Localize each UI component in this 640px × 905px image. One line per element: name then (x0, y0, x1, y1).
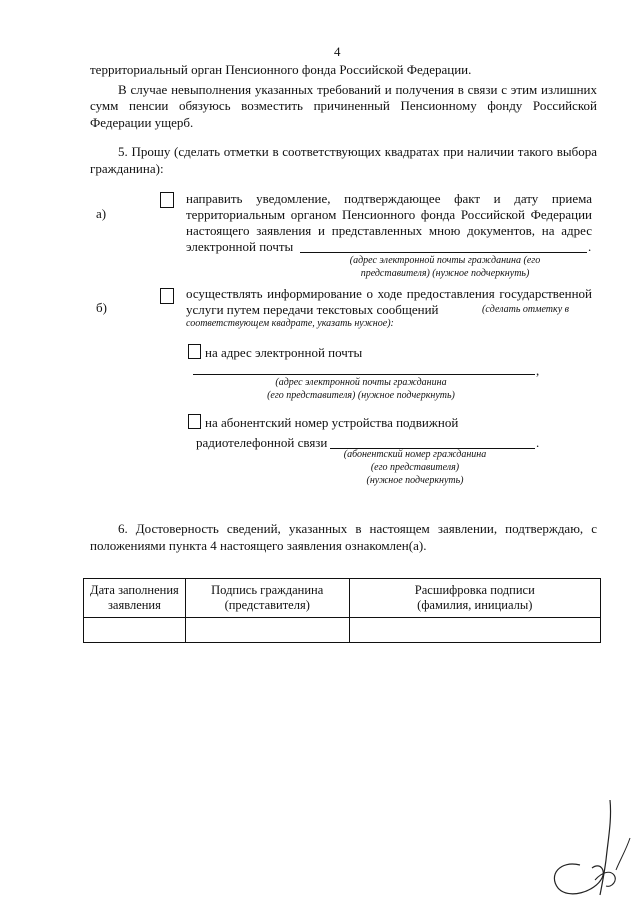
option-a-note-1: (адрес электронной почты гражданина (его (349, 255, 541, 266)
cell-fill-date[interactable] (84, 618, 186, 643)
option-a-note-2: представителя) (нужное подчеркнуть) (360, 268, 530, 279)
option-a-checkbox[interactable] (160, 192, 174, 208)
signature-table-row (84, 618, 601, 643)
option-b-phone-checkbox[interactable] (188, 414, 201, 429)
option-b-email-field[interactable] (193, 360, 535, 375)
option-b-phone-label-1: на абонентский номер устройства подвижной (205, 415, 459, 430)
option-a-line-1: направить уведомление, подтверждающее факт и дату приема (186, 191, 592, 206)
header-decoding-line-1: Расшифровка подписи (414, 583, 535, 597)
option-b-email-label: на адрес электронной почты (205, 345, 363, 360)
option-b-line-3-note: соответствующем квадрате, указать нужное): (186, 318, 394, 329)
liability-line-2: сумм пенсии обязуюсь возместить причиненный Пенсионному фонду Российской (90, 98, 597, 113)
option-b-phone-note-1: (абонентский номер гражданина (343, 449, 487, 460)
cell-signature[interactable] (185, 618, 349, 643)
option-a-email-label: электронной почты (186, 239, 294, 254)
section6-line-1: 6. Достоверность сведений, указанных в настоящем заявлении, подтверждаю, с (118, 521, 597, 536)
section5-line-2: гражданина): (90, 161, 164, 176)
option-b-line-2-text: услуги путем передачи текстовых сообщений (186, 302, 439, 317)
header-signature-line-1: Подпись гражданина (211, 583, 324, 597)
handwritten-signature-mark (540, 780, 640, 905)
option-b-line-2-note: (сделать отметку в (482, 304, 569, 315)
option-a-email-end: . (588, 239, 592, 254)
option-a-email-field[interactable] (300, 237, 587, 253)
section6-line-2: положениями пункта 4 настоящего заявления ознакомлен(а). (90, 538, 427, 553)
continuation-text: территориальный орган Пенсионного фонда Российской Федерации. (90, 62, 472, 77)
option-a-line-3: настоящего заявления и представленных мною документов, на адрес (186, 223, 592, 238)
cell-signature-decoding[interactable] (349, 618, 600, 643)
section5-line-1: 5. Прошу (сделать отметки в соответствующих квадратах при наличии такого выбора (118, 144, 597, 159)
option-b-email-note-1: (адрес электронной почты гражданина (275, 377, 447, 388)
signature-table (83, 578, 601, 643)
header-fill-date-line-2: заявления (107, 598, 161, 612)
header-signature-line-2: (представителя) (224, 598, 310, 612)
option-b-checkbox[interactable] (160, 288, 174, 304)
option-b-phone-note-2: (его представителя) (370, 462, 460, 473)
option-b-phone-end: . (536, 435, 540, 450)
option-b-phone-label-2: радиотелефонной связи (196, 435, 328, 450)
liability-line-3: Федерации ущерб. (90, 115, 194, 130)
option-b-email-end: , (536, 363, 540, 378)
option-a-line-2: территориальным органом Пенсионного фонда Российской Федерации (186, 207, 592, 222)
option-b-email-checkbox[interactable] (188, 344, 201, 359)
header-signature (185, 579, 349, 618)
option-b-letter: б) (96, 300, 107, 315)
header-fill-date (84, 579, 186, 618)
page-number: 4 (334, 44, 341, 59)
option-a-letter: а) (96, 206, 107, 221)
header-decoding-line-2: (фамилия, инициалы) (417, 598, 533, 612)
option-b-email-note-2: (его представителя) (нужное подчеркнуть) (267, 390, 455, 401)
option-b-phone-field[interactable] (330, 433, 535, 449)
option-b-line-1: осуществлять информирование о ходе предоставления государственной (186, 286, 592, 301)
option-b-phone-note-3: (нужное подчеркнуть) (366, 475, 464, 486)
header-fill-date-line-1: Дата заполнения (90, 583, 179, 597)
header-signature-decoding (349, 579, 600, 618)
signature-table-header-row (84, 579, 601, 618)
liability-line-1: В случае невыполнения указанных требований и получения в связи с этим излишних (118, 82, 597, 97)
